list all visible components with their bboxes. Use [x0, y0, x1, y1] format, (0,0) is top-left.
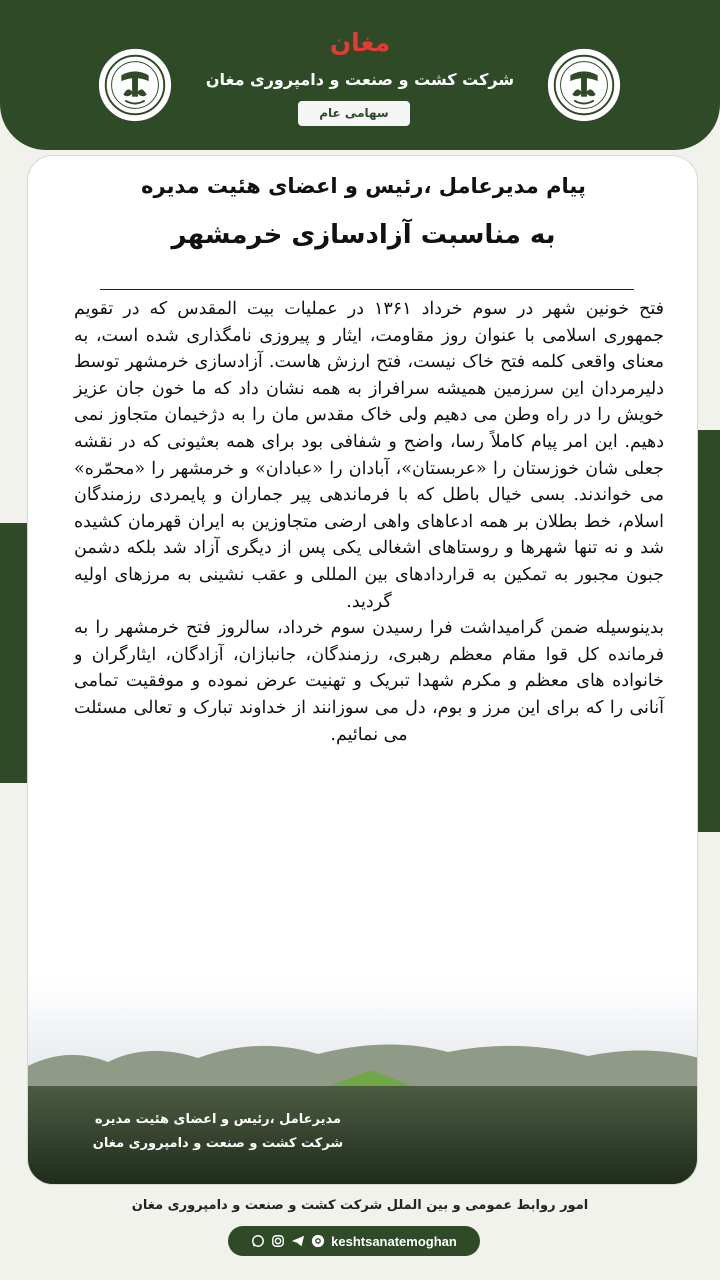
message-paragraph-2: بدینوسیله ضمن گرامیداشت فرا رسیدن سوم خرداد، سالروز فتح خرمشهر را به فرمانده کل قوا مقام معظم رهبری، رزمندگان، جانبازان، آزادگان، ایثارگران و خانواده های معظم و مکرم شهدا تبریک و تهنیت عرض نموده و موفقیت تمامی آنانی را که برای این مرز و بوم، دل می سوزانند از خداوند تبارک و تعالی مسئلت می نمائیم.	[74, 618, 664, 745]
company-logo-right	[545, 46, 623, 124]
social-handle-pill[interactable]	[228, 1226, 480, 1256]
instagram-icon[interactable]	[271, 1234, 285, 1248]
company-name: شرکت کشت و صنعت و دامپروری مغان	[205, 70, 515, 89]
brand-wordmark: مغان	[329, 28, 391, 57]
company-type-badge: سهامی عام	[298, 101, 410, 126]
message-title: پیام مدیرعامل ،رئیس و اعضای هئیت مدیره	[141, 174, 586, 198]
footer-department: امور روابط عمومی و بین الملل شرکت کشت و صنعت و دامپروری مغان	[131, 1198, 589, 1213]
signature-title: مدیرعامل ،رئیس و اعضای هئیت مدیره	[94, 1112, 342, 1127]
message-card	[27, 155, 698, 1185]
at-icon	[311, 1234, 325, 1248]
message-paragraph-1: فتح خونین شهر در سوم خرداد ۱۳۶۱ در عملیات بیت المقدس که در تقویم جمهوری اسلامی با عنوان روز مقاومت، ایثار و پیروزی نامگذاری شده است، به معنای واقعی کلمه فتح خاک نیست، فتح ارزش هاست. آزادسازی خرمشهر توسط دلیرمردان این سرزمین همیشه سرافراز به همه نشان داد که ما خون جان عزیز خویش را در راه وطن می دهیم ولی خاک مقدس مان را به دژخیمان متجاوز نمی دهیم. این امر پیام کاملاً رسا، واضح و شفافی بود برای همه بعثیونی که در نقشه جعلی شان خوزستان را «عربستان»، آبادان را «عبادان» و خرمشهر را «محمّره» می خواندند. بسی خیال باطل که با فرماندهی پیر جماران و پایمردی رزمندگان اسلام، خط بطلان بر همه ادعاهای واهی ارضی متجاوزین به ایران قهرمان کشیده شد و نه تنها شهرها و روستاهای اشغالی یکی پس از دیگری آزاد شد بلکه دشمن جبون مجبور به تمکین به قراردادهای بین المللی و عقب نشینی به مرزهای اولیه گردید.	[74, 299, 664, 612]
message-subtitle: به مناسبت آزادسازی خرمشهر	[171, 220, 556, 250]
social-handle-text[interactable]: keshtsanatemoghan	[331, 1233, 457, 1249]
message-body	[74, 296, 664, 748]
header-band	[0, 0, 720, 150]
title-divider	[100, 289, 634, 290]
whatsapp-icon[interactable]	[251, 1234, 265, 1248]
telegram-icon[interactable]	[291, 1234, 305, 1248]
signature-company: شرکت کشت و صنعت و دامپروری مغان	[92, 1136, 344, 1151]
